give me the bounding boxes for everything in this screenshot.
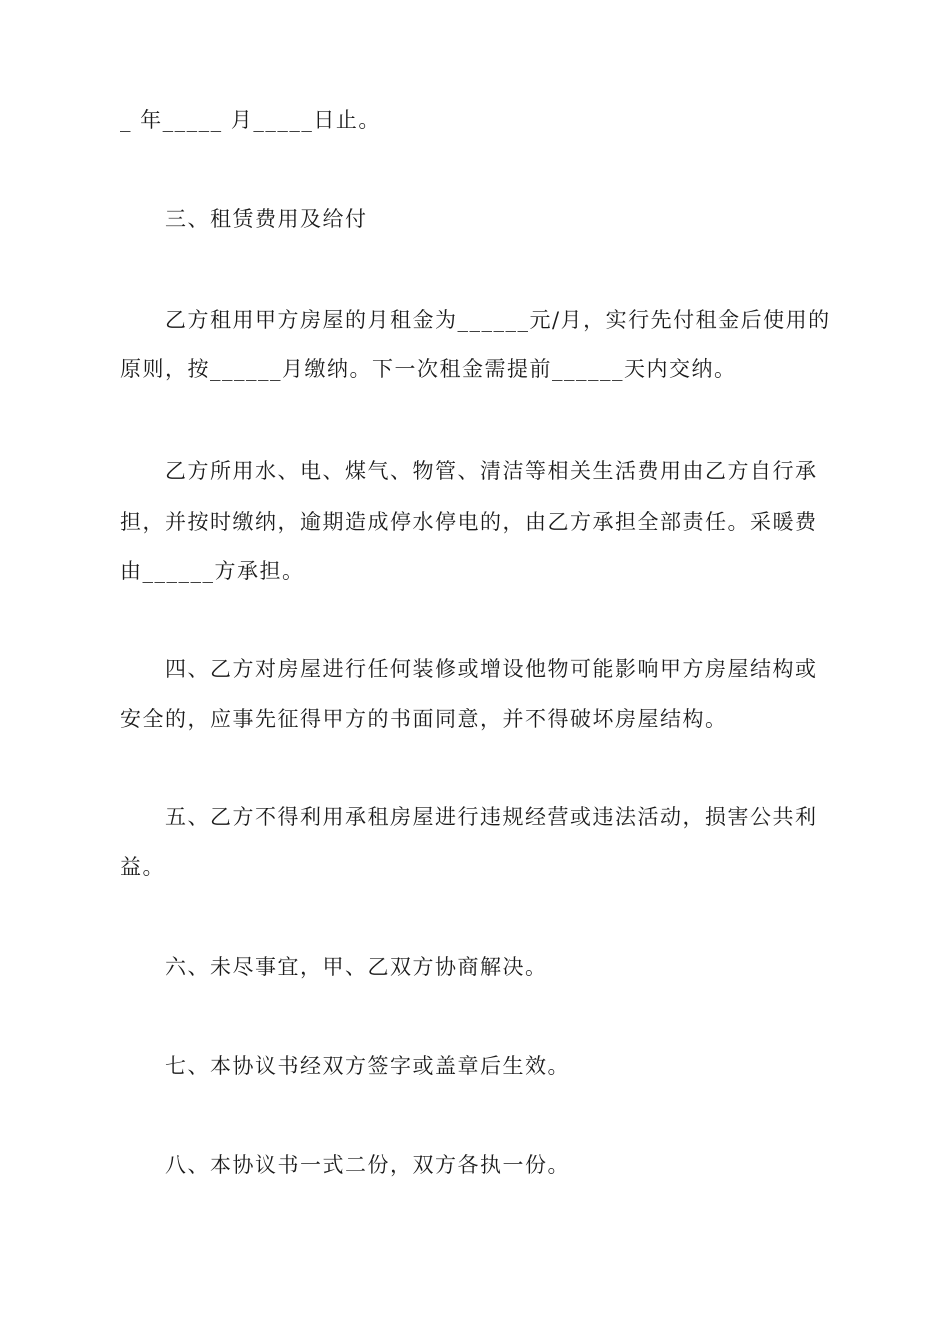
section-heading-rent-payment: 三、租赁费用及给付 bbox=[165, 207, 368, 231]
date-end-line: _ 年_____ 月_____日止。 bbox=[120, 108, 381, 132]
rent-paragraph-line-2: 原则，按______月缴纳。下一次租金需提前______天内交纳。 bbox=[120, 357, 737, 381]
clause-five-line-1: 五、乙方不得利用承租房屋进行违规经营或违法活动，损害公共利 bbox=[165, 805, 818, 829]
clause-four-line-1: 四、乙方对房屋进行任何装修或增设他物可能影响甲方房屋结构或 bbox=[165, 657, 818, 681]
clause-five-line-2: 益。 bbox=[120, 855, 165, 879]
utilities-paragraph-line-2: 担，并按时缴纳，逾期造成停水停电的，由乙方承担全部责任。采暖费 bbox=[120, 510, 818, 534]
utilities-paragraph-line-1: 乙方所用水、电、煤气、物管、清洁等相关生活费用由乙方自行承 bbox=[165, 459, 818, 483]
clause-six: 六、未尽事宜，甲、乙双方协商解决。 bbox=[165, 955, 548, 979]
rent-paragraph-line-1: 乙方租用甲方房屋的月租金为______元/月，实行先付租金后使用的 bbox=[165, 308, 831, 332]
clause-four-line-2: 安全的，应事先征得甲方的书面同意，并不得破坏房屋结构。 bbox=[120, 707, 728, 731]
clause-eight: 八、本协议书一式二份，双方各执一份。 bbox=[165, 1153, 570, 1177]
utilities-paragraph-line-3: 由______方承担。 bbox=[120, 559, 305, 583]
clause-seven: 七、本协议书经双方签字或盖章后生效。 bbox=[165, 1054, 570, 1078]
